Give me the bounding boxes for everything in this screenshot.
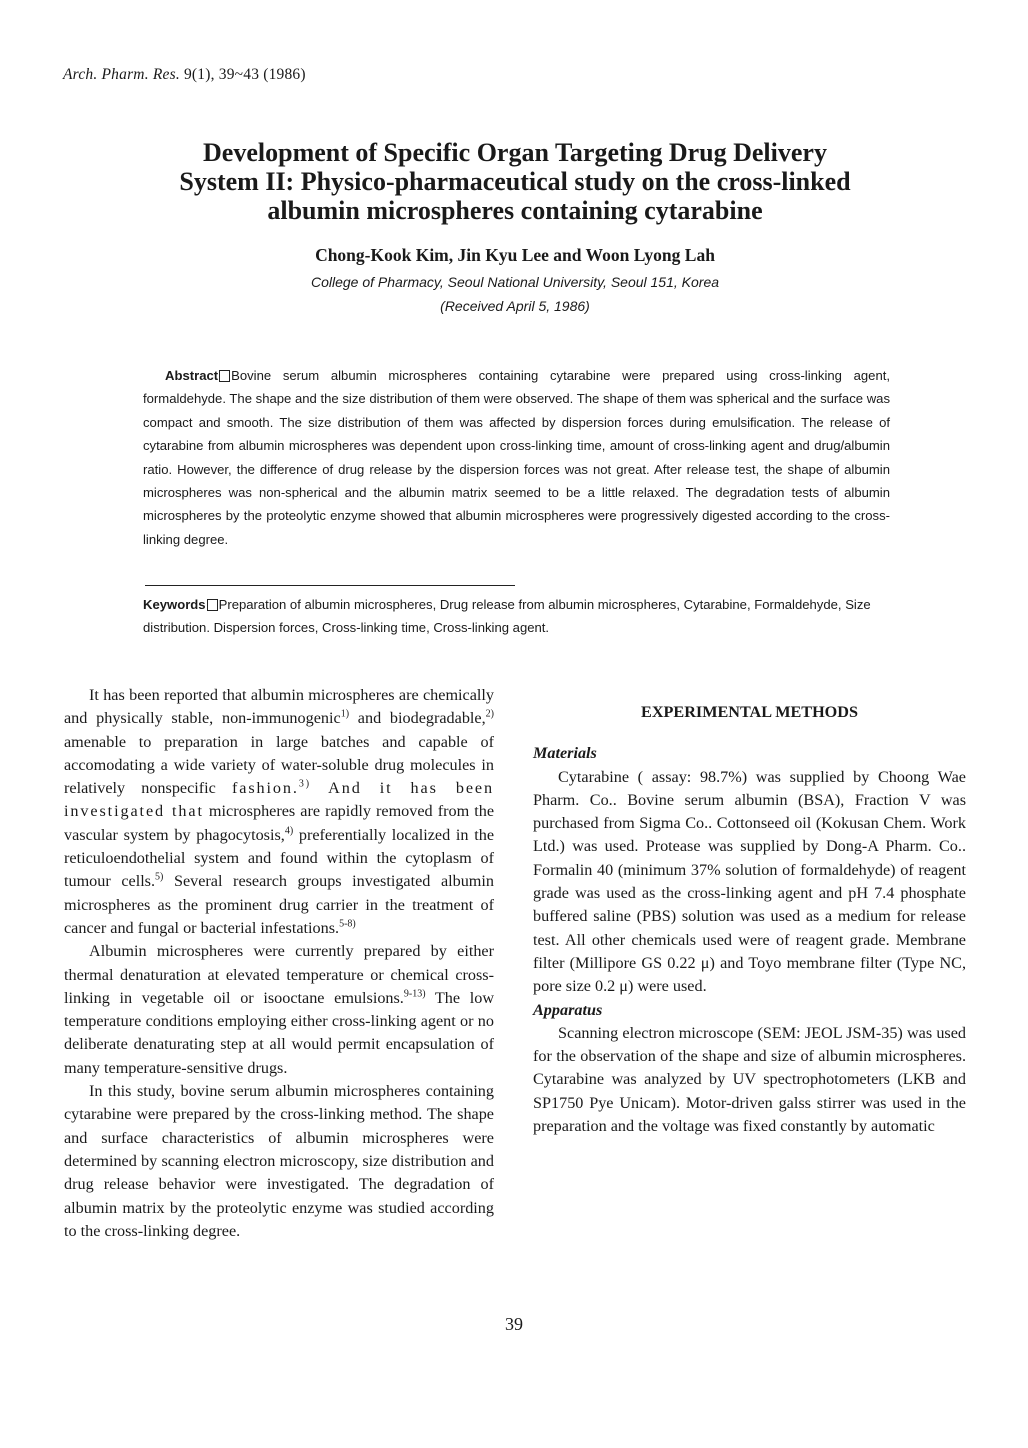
left-column	[64, 684, 494, 1243]
keywords-label: Keywords	[143, 597, 206, 612]
keywords	[143, 593, 890, 640]
text-run: Albumin microspheres were currently prepared by either thermal denaturation at elevated temperature or chemical cross-linking in vegetable oil or isooctane emulsions.	[64, 942, 494, 1007]
journal-citation	[63, 66, 306, 84]
citation-ref: 9-13)	[403, 988, 426, 1000]
divider	[145, 585, 515, 586]
box-separator-icon	[207, 599, 218, 611]
intro-paragraph-2	[64, 940, 494, 1080]
citation-ref: 5)	[155, 871, 164, 883]
citation-ref: 1)	[340, 708, 350, 720]
keywords-text: Preparation of albumin microspheres, Drug release from albumin microspheres, Cytarabine, Formaldehyde, Size distribution. Dispersion forces, Cross-linking time, Cross-linking agent.	[143, 597, 871, 636]
citation-ref: 4)	[284, 825, 294, 837]
title-line-3: albumin microspheres containing cytarabine	[267, 196, 763, 225]
text-run: The low temperature conditions employing either cross-linking agent or no deliberate denaturating step at all would permit encapsulation of many temperature-sensitive drugs.	[64, 988, 495, 1077]
citation-ref: 3)	[298, 778, 312, 790]
box-separator-icon	[219, 370, 230, 382]
paper-title	[100, 138, 930, 225]
volume-info: 9(1), 39~43 (1986)	[183, 66, 306, 83]
title-line-2: System II: Physico-pharmaceutical study on the cross-linked	[179, 167, 851, 196]
right-column	[533, 684, 966, 1138]
citation-ref: 2)	[485, 708, 494, 720]
page-number: 39	[505, 1314, 523, 1334]
text-run: It has been reported that albumin microspheres are chemically and physically stable, non-immunogenic	[64, 686, 494, 728]
materials-heading: Materials	[533, 744, 597, 763]
section-heading: EXPERIMENTAL METHODS	[641, 703, 858, 721]
abstract-label: Abstract	[165, 368, 219, 383]
affiliation: College of Pharmacy, Seoul National University, Seoul 151, Korea	[310, 274, 720, 290]
materials-paragraph: Cytarabine ( assay: 98.7%) was supplied by Choong Wae Pharm. Co.. Bovine serum albumin (BSA), Fraction V was purchased from Sigma Co.. Cottonseed oil (Kokusan Chem. Work Ltd.) was used. Protease was supplied by Dong-A Pharm. Co.. Formalin 40 (minimum 37% solution of formaldehyde) of reagent grade was used as the cross-linking agent and pH 7.4 phosphate buffered saline (PBS) solution was used as a medium for release test. All other chemicals used were of reagent grade. Membrane filter (Millipore GS 0.22 μ) and Toyo membrane filter (Type NC, pore size 0.2 μ) were used.	[533, 767, 966, 996]
abstract-text: Bovine serum albumin microspheres containing cytarabine were prepared using cross-linking agent, formaldehyde. The shape and the size distribution of them were observed. The shape of them was spherical and the surface was compact and smooth. The size distribution of them was affected by dispersion forces during emulsification. The release of cytarabine from albumin microspheres was dependent upon cross-linking time, amount of cross-linking agent and drug/albumin ratio. However, the difference of drug release by the dispersion forces was not great. After release test, the shape of albumin microspheres was non-spherical and the albumin matrix seemed to be a little relaxed. The degradation tests of albumin microspheres by the proteolytic enzyme showed that albumin microspheres were progressively digested according to the cross-linking degree.	[143, 368, 890, 547]
abstract	[143, 364, 890, 551]
journal-name: Arch. Pharm. Res.	[63, 66, 180, 83]
authors: Chong-Kook Kim, Jin Kyu Lee and Woon Lyong Lah	[315, 245, 715, 265]
text-run: preferentially localized in the reticuloendothelial system and found within the cytoplasm of tumour cells.	[64, 825, 494, 891]
intro-paragraph-1	[64, 684, 494, 940]
text-run: And it has been investigated that	[64, 779, 494, 821]
citation-ref: 5-8)	[339, 918, 356, 930]
apparatus-heading: Apparatus	[533, 1000, 603, 1019]
title-line-1: Development of Specific Organ Targeting Drug Delivery	[203, 138, 827, 167]
apparatus-paragraph: Scanning electron microscope (SEM: JEOL JSM-35) was used for the observation of the shape and size of albumin microspheres. Cytarabine was analyzed by UV spectrophotometers (LKB and SP1750 Pye Unicam). Motor-driven galss stirrer was used in the preparation and the voltage was fixed constantly by automatic	[533, 1023, 966, 1136]
text-run: microspheres are rapidly removed from the vascular system by phagocytosis,	[64, 802, 494, 844]
received-date: (Received April 5, 1986)	[440, 298, 590, 314]
text-run: fashion.	[231, 779, 299, 798]
intro-paragraph-3: In this study, bovine serum albumin microspheres containing cytarabine were prepared by the cross-linking method. The shape and surface characteristics of albumin microspheres were determined by scanning electron microscopy, size distribution and drug release behavior were investigated. The degradation of albumin matrix by the proteolytic enzyme was studied according to the cross-linking degree.	[64, 1082, 494, 1240]
text-run: Several research groups investigated albumin microspheres as the prominent drug carrier in the treatment of cancer and fungal or bacterial infestations.	[64, 872, 494, 937]
text-run: amenable to preparation in large batches and capable of accomodating a wide variety of water-soluble drug molecules in relatively nonspecific	[64, 732, 494, 798]
text-run: and biodegradable,	[349, 709, 486, 728]
